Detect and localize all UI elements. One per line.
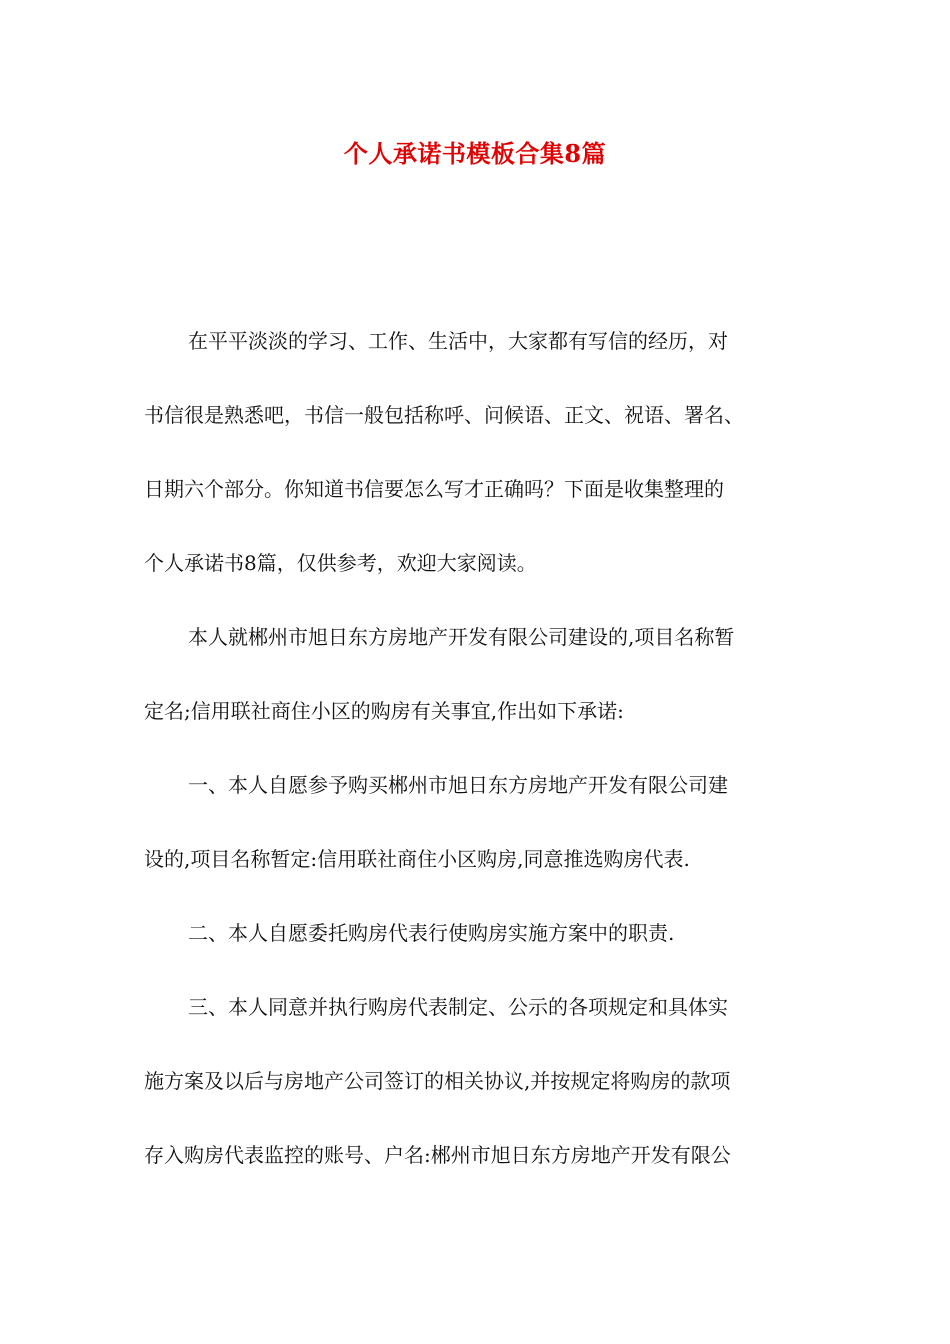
- text-line: 本人就郴州市旭日东方房地产开发有限公司建设的,项目名称暂: [188, 625, 735, 649]
- text-line: 设的,项目名称暂定:信用联社商住小区购房,同意推选购房代表.: [144, 847, 690, 871]
- text-line: 个人承诺书8篇，仅供参考，欢迎大家阅读。: [144, 551, 537, 575]
- text-line: 一、本人自愿参予购买郴州市旭日东方房地产开发有限公司建: [188, 773, 728, 797]
- text-line: 书信很是熟悉吧，书信一般包括称呼、问候语、正文、祝语、署名、: [144, 403, 744, 427]
- text-line: 存入购房代表监控的账号、户名:郴州市旭日东方房地产开发有限公: [144, 1143, 731, 1167]
- document-title: 个人承诺书模板合集8篇: [343, 139, 607, 168]
- text-line: 二、本人自愿委托购房代表行使购房实施方案中的职责.: [188, 921, 675, 945]
- text-line: 定名;信用联社商住小区的购房有关事宜,作出如下承诺:: [144, 699, 624, 723]
- text-line: 在平平淡淡的学习、工作、生活中，大家都有写信的经历，对: [188, 329, 728, 353]
- text-line: 日期六个部分。你知道书信要怎么写才正确吗？下面是收集整理的: [144, 477, 724, 501]
- text-line: 施方案及以后与房地产公司签订的相关协议,并按规定将购房的款项: [144, 1069, 731, 1093]
- text-line: 三、本人同意并执行购房代表制定、公示的各项规定和具体实: [188, 995, 728, 1019]
